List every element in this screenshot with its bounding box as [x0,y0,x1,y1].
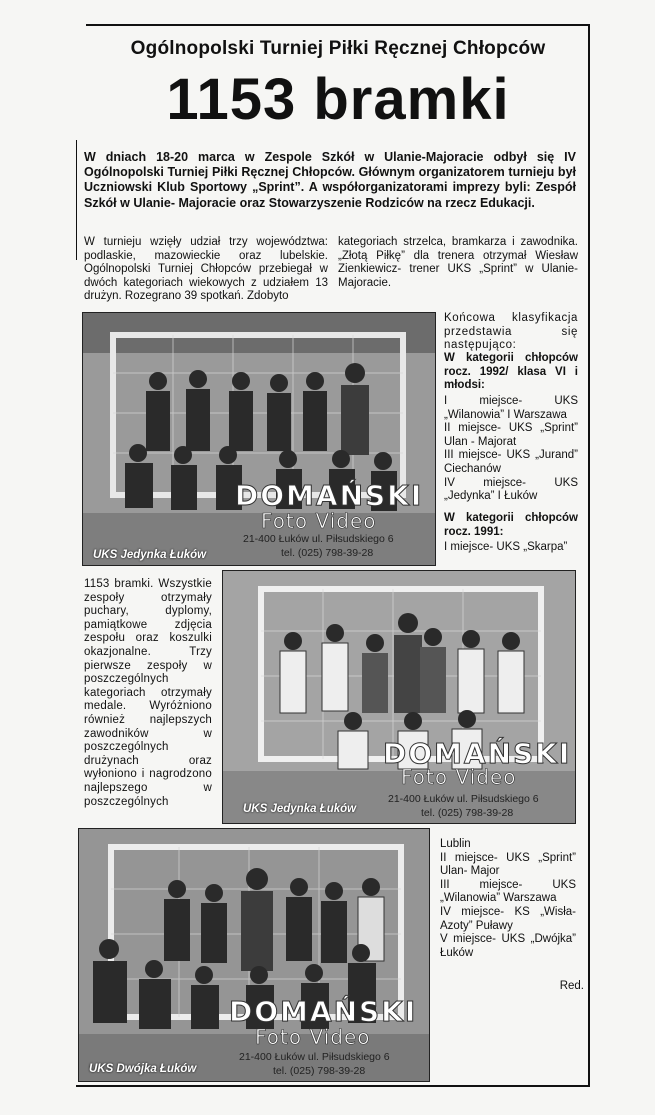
bottom-rule [76,1085,590,1087]
results-intro: Końcowa klasyfikacja przedstawia się następująco: [444,312,578,352]
body-column-2: kategoriach strzelca, bramkarza i zawodnika. „Złotą Piłkę” dla trenera otrzymał Wiesław Zienkiewicz- trener UKS „Sprint” w Ulanie-Majoracie. [338,236,578,289]
article-signature: Red. [559,980,584,992]
team-photo-2 [222,570,576,824]
category-2-title: W kategorii chłopców rocz. 1991: [444,512,578,538]
studio-sub-2: Foto Video [401,765,517,789]
right-rule [588,24,590,1087]
category-2-place-3: III miejsce- UKS „Wilanowia” Warszawa [440,878,576,905]
studio-name-2: DOMAŃSKI [383,737,572,770]
studio-address-2: 21-400 Łuków ul. Piłsudskiego 6 [388,793,539,805]
category-2-city-1: Lublin [440,838,471,850]
category-2-place-1: I miejsce- UKS „Skarpa” [444,541,568,553]
studio-name-3: DOMAŃSKI [229,995,418,1028]
article-lead: W dniach 18-20 marca w Zespole Szkół w Ulanie-Majoracie odbył się IV Ogólnopolski Turniej Piłki Ręcznej Chłopców. Głównym organizatorem turnieju był Uczniowski Klub Sportowy „Sprint”. A współorganizatorami imprezy byli: Zespół Szkół w Ulanie- Majoracie oraz Stowarzyszenie Rodziców na rzecz Edukacji. [84,150,576,210]
team-photo-2-image [223,571,575,823]
studio-tel-1: tel. (025) 798-39-28 [281,547,374,559]
body-continued: 1153 bramki. Wszystkie zespoły otrzymały puchary, dyplomy, pamiątkowe zdjęcia zespołu oraz koszulki okazjonalne. Trzy pierwsze zespoły w poszczególnych kategoriach otrzymały medale. Wyróżniono również najlepszych zawodników w poszczególnych drużynach oraz wyłoniono i nagrodzono najlepszego w poszczególnych [84,578,212,808]
team-photo-3-image [79,829,429,1081]
studio-sub-1: Foto Video [261,509,377,533]
category-2-place-5: V miejsce- UKS „Dwójka” Łuków [440,933,576,959]
team-photo-1-caption: UKS Jedynka Łuków [93,549,207,561]
top-rule [86,24,590,26]
studio-sub-3: Foto Video [255,1025,371,1049]
category-1-results [444,395,578,504]
studio-address-1: 21-400 Łuków ul. Piłsudskiego 6 [243,533,394,545]
studio-tel-2: tel. (025) 798-39-28 [421,807,514,819]
team-photo-3-caption: UKS Dwójka Łuków [89,1063,197,1075]
category-1-title: W kategorii chłopców rocz. 1992/ klasa VI i młodsi: [444,352,578,392]
category-2-place-2: II miejsce- UKS „Sprint” Ulan- Major [440,851,576,878]
team-photo-2-caption: UKS Jedynka Łuków [243,803,357,815]
category-2-place-4: IV miejsce- KS „Wisła-Azoty” Puławy [440,905,576,932]
category-1-place-2: II miejsce- UKS „Sprint” Ulan - Majorat [444,422,578,448]
category-1-place-4: IV miejsce- UKS „Jedynka” I Łuków [444,476,578,503]
article-kicker: Ogólnopolski Turniej Piłki Ręcznej Chłopców [130,38,546,59]
studio-name-1: DOMAŃSKI [235,479,424,512]
article-headline: 1153 bramki [166,67,510,132]
category-1-place-1: I miejsce- UKS „Wilanowia” I Warszawa [444,395,578,421]
category-2-results [440,838,576,960]
studio-address-3: 21-400 Łuków ul. Piłsudskiego 6 [239,1051,390,1063]
team-photo-1-image [83,313,435,565]
body-column-1: W turnieju wzięły udział trzy województwa: podlaskie, mazowieckie oraz lubelskie. Ogólnopolski Turniej Chłopców przebiegał w dwóch kategoriach wiekowych z udziałem 13 drużyn. Rozegrano 39 spotkań. Zdobyto [84,236,328,303]
studio-tel-3: tel. (025) 798-39-28 [273,1065,366,1077]
team-photo-3 [78,828,430,1082]
category-1-place-3: III miejsce- UKS „Jurand” Ciechanów [444,449,578,475]
team-photo-1 [82,312,436,566]
left-rule-top [76,140,77,260]
